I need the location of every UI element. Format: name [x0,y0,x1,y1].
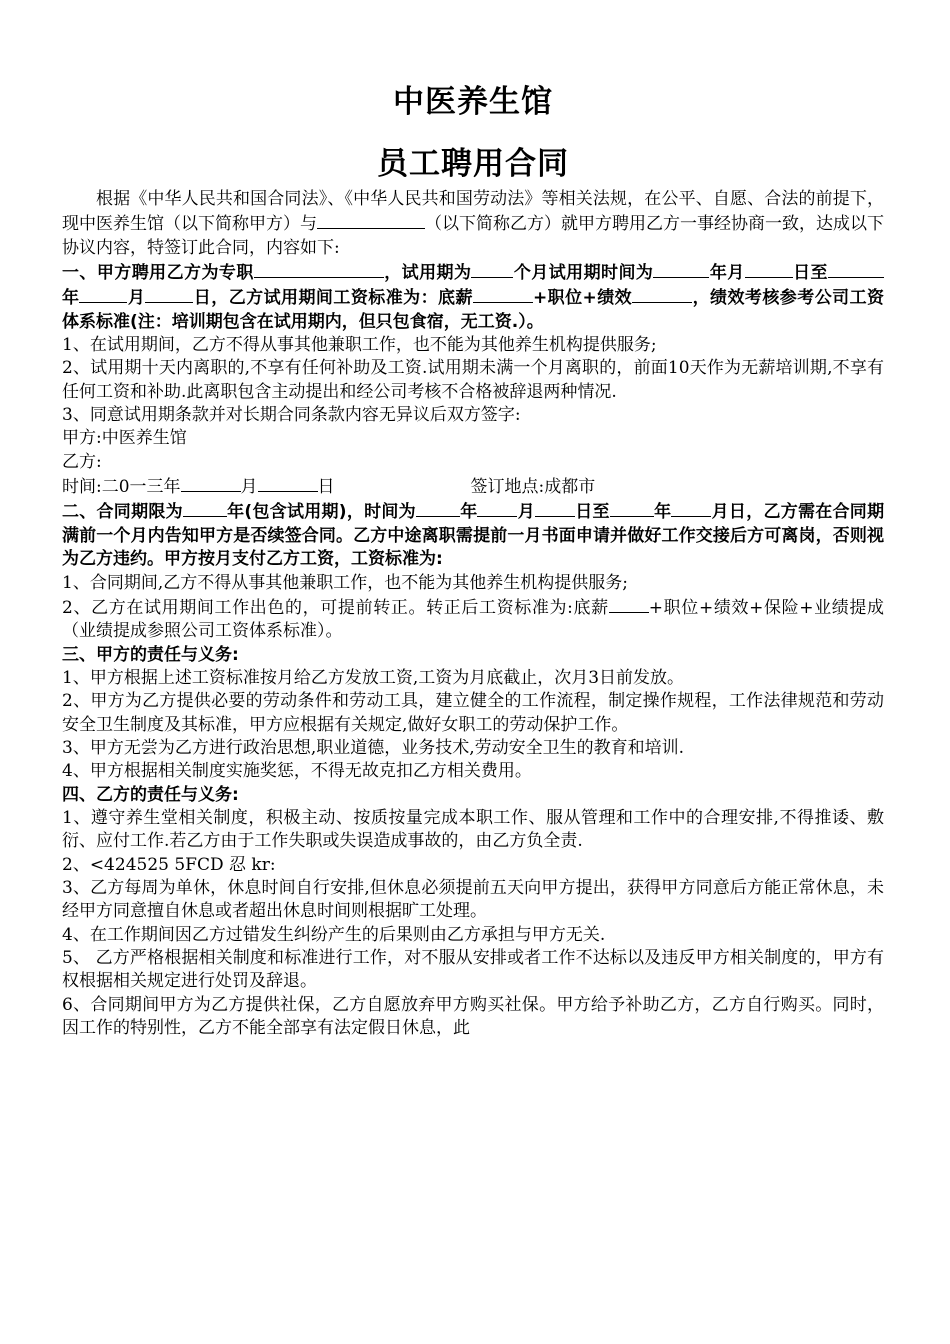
base-salary-blank[interactable] [473,285,533,303]
contract-end-month-blank[interactable] [671,499,711,517]
section-3-heading: 三、甲方的责任与义务: [62,644,239,665]
contract-page [62,70,884,1040]
position-blank[interactable] [254,260,384,278]
section-1-item-1: 1、在试用期间，乙方不得从事其他兼职工作，也不能为其他养生机构提供服务; [62,335,657,356]
contract-years-blank[interactable] [183,499,227,517]
section-1-item-3: 3、同意试用期条款并对长期合同条款内容无异议后双方签字: [62,405,521,426]
section-1-clause: 一、甲方聘用乙方为专职 ，试用期为 个月试用期时间为 年月 日至年 月 日，乙方试用期间工资标准为：底薪 +职位+绩效 ，绩效考核参考公司工资体系标准(注：培训期包含在试用期内，但只包食宿，无工资.）。 [62,260,884,334]
section-4-item-1: 1、遵守养生堂相关制度，积极主动、按质按量完成本职工作、服从管理和工作中的合理安排,不得推诿、敷衍、应付工作.若乙方由于工作失职或失误造成事故的，由乙方负全责. [62,807,884,852]
performance-blank[interactable] [632,285,692,303]
probation-months-blank[interactable] [471,260,513,278]
section-3-item-4: 4、甲方根据相关制度实施奖惩，不得无故克扣乙方相关费用。 [62,761,532,782]
section-4-item-2: 2、<424525 5FCD 忍 kr: [62,854,276,875]
party-b-line: 乙方: [62,451,102,472]
section-2-item-2: 2、乙方在试用期间工作出色的，可提前转正。转正后工资标准为:底薪 +职位+绩效+保险+业绩提成（业绩提成参照公司工资体系标准）。 [62,595,884,644]
section-3-item-3: 3、甲方无尝为乙方进行政治思想,职业道德，业务技术,劳动安全卫生的教育和培训. [62,737,685,758]
contract-start-day-blank[interactable] [535,499,575,517]
contract-end-year-blank[interactable] [610,499,654,517]
probation-start-year-blank[interactable] [653,260,709,278]
party-b-name-blank[interactable] [317,211,425,229]
regular-base-salary-blank[interactable] [609,595,649,613]
section-4-item-6: 6、合同期间甲方为乙方提供社保，乙方自愿放弃甲方购买社保。甲方给予补助乙方，乙方自行购买。同时，因工作的特别性，乙方不能全部享有法定假日休息，此 [62,994,884,1039]
probation-end-year-blank[interactable] [828,260,884,278]
section-3-item-1: 1、甲方根据上述工资标准按月给乙方发放工资,工资为月底截止，次月3日前发放。 [62,667,685,688]
probation-end-month-blank[interactable] [79,285,127,303]
section-4-item-5: 5、 乙方严格根据相关制度和标准进行工作，对不服从安排或者工作不达标以及违反甲方相关制度的，甲方有权根据相关规定进行处罚及辞退。 [62,948,884,992]
section-2-item-1: 1、合同期间,乙方不得从事其他兼职工作，也不能为其他养生机构提供服务; [62,572,628,593]
section-4-heading: 四、乙方的责任与义务: [62,784,239,805]
signing-place: 签订地点:成都市 [470,477,596,498]
document-title: 中医养生馆 [393,84,553,120]
contract-body [62,188,884,1040]
probation-start-day-blank[interactable] [745,260,793,278]
signing-day-blank[interactable] [258,474,318,492]
signing-month-blank[interactable] [181,474,241,492]
section-4-item-4: 4、在工作期间因乙方过错发生纠纷产生的后果则由乙方承担与甲方无关. [62,924,606,945]
section-1-item-2: 2、试用期十天内离职的,不享有任何补助及工资.试用期未满一个月离职的，前面10天作为无薪培训期,不享有任何工资和补助.此离职包含主动提出和经公司考核不合格被辞退两种情况. [62,358,884,402]
probation-end-day-blank[interactable] [145,285,193,303]
contract-start-month-blank[interactable] [477,499,517,517]
contract-start-year-blank[interactable] [416,499,460,517]
signing-time-line: 时间:二0一三年 月 日 签订地点:成都市 [62,474,884,499]
section-3-item-2: 2、甲方为乙方提供必要的劳动条件和劳动工具，建立健全的工作流程，制定操作规程，工作法律规范和劳动安全卫生制度及其标准，甲方应根据有关规定,做好女职工的劳动保护工作。 [62,691,884,735]
document-subtitle: 员工聘用合同 [377,146,569,182]
party-a-line: 甲方:中医养生馆 [62,428,187,449]
intro-paragraph: 根据《中华人民共和国合同法》、《中华人民共和国劳动法》等相关法规，在公平、自愿、合法的前提下，现中医养生馆（以下简称甲方）与 （以下简称乙方）就甲方聘用乙方一事经协商一致，达成以下协议内容，特签订此合同，内容如下: [62,189,884,258]
section-4-item-3: 3、乙方每周为单休，休息时间自行安排,但休息必须提前五天向甲方提出，获得甲方同意后方能正常休息，未经甲方同意擅自休息或者超出休息时间则根据旷工处理。 [62,877,884,922]
section-2-clause: 二、合同期限为 年(包含试用期)，时间为 年 月 日至 年 月日，乙方需在合同期满前一个月内告知甲方是否续签合同。乙方中途离职需提前一月书面申请并做好工作交接后方可离岗，否则视为乙方违约。甲方按月支付乙方工资，工资标准为: [62,499,884,571]
